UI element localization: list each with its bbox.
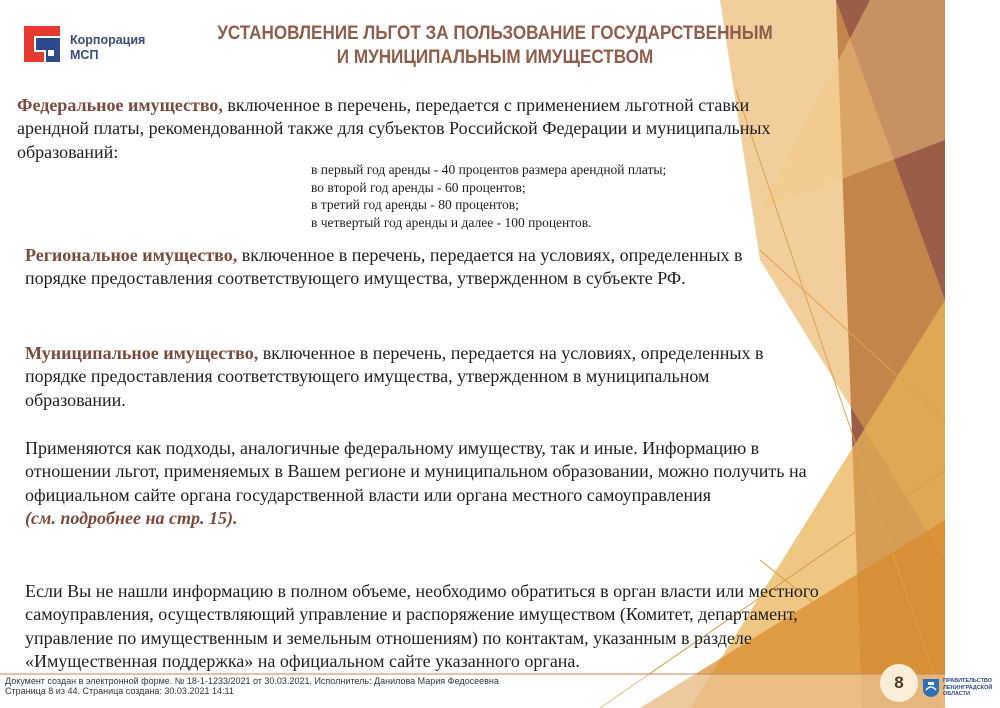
page-number-badge: 8: [880, 664, 918, 702]
federal-rate-item: в четвертый год аренды и далее - 100 процентов.: [311, 214, 592, 230]
regional-property-text: включенное в перечень, передается на условиях, определенных в порядке предоставления соответствующего имущества, утвержденном в субъекте РФ.: [25, 245, 743, 289]
page-title: [212, 22, 779, 70]
logo-line-1: Корпорация: [70, 33, 146, 47]
page-title-line-1: УСТАНОВЛЕНИЕ ЛЬГОТ ЗА ПОЛЬЗОВАНИЕ ГОСУДАРСТВЕННЫМ: [217, 23, 773, 44]
regional-property-paragraph: [25, 244, 805, 291]
municipal-property-text: включенное в перечень, передается на условиях, определенных в порядке предоставления соответствующего имущества, утвержденном в муниципальном образовании.: [25, 343, 764, 410]
document-footer-line-2: Страница 8 из 44. Страница создана: 30.03.2021 14:11: [5, 686, 234, 696]
coat-of-arms-icon: [922, 678, 940, 698]
msp-logo-icon: [22, 24, 62, 64]
logo-line-2: МСП: [70, 48, 99, 62]
approaches-paragraph: [25, 437, 825, 531]
gov-logo-line-3: ОБЛАСТИ: [943, 691, 970, 697]
municipal-property-lead: Муниципальное имущество,: [25, 343, 259, 363]
document-footer: [5, 676, 499, 696]
gov-logo-text: [943, 678, 1000, 698]
regional-property-lead: Региональное имущество,: [25, 245, 238, 265]
msp-corporation-logo: [22, 24, 162, 70]
federal-rate-item: во второй год аренды - 60 процентов;: [311, 179, 526, 195]
federal-rate-item: в третий год аренды - 80 процентов;: [311, 197, 519, 213]
leningrad-government-logo: [922, 676, 998, 700]
contact-paragraph: [25, 580, 835, 674]
federal-property-lead: Федеральное имущество,: [17, 95, 223, 115]
document-footer-line-1: Документ создан в электронной форме. № 18-1-1233/2021 от 30.03.2021. Исполнитель: Данилова Мария Федосеевна: [5, 676, 499, 686]
federal-property-paragraph: [17, 94, 797, 164]
gov-logo-line-1: ПРАВИТЕЛЬСТВО: [943, 678, 993, 684]
approaches-text: Применяются как подходы, аналогичные федеральному имуществу, так и иные. Информацию в отношении льгот, применяемых в Вашем регионе и муниципальном образовании, можно получить на официальном сайте органа государственной власти или органа местного самоуправления: [25, 438, 807, 505]
federal-rate-list: [311, 161, 666, 231]
contact-text: Если Вы не нашли информацию в полном объеме, необходимо обратиться в орган власти или местного самоуправления, осуществляющий управление и распоряжение имуществом (Комитет, департамент, управление по имущественным и земельным отношениям) по контактам, указанным в разделе «Имущественная поддержка» на официальном сайте указанного органа.: [25, 581, 819, 672]
municipal-property-paragraph: [25, 342, 805, 412]
federal-rate-item: в первый год аренды - 40 процентов размера арендной платы;: [311, 162, 667, 177]
gov-logo-line-2: ЛЕНИНГРАДСКОЙ: [943, 684, 993, 691]
page-title-line-2: И МУНИЦИПАЛЬНЫМ ИМУЩЕСТВОМ: [336, 47, 654, 68]
federal-property-text: включенное в перечень, передается с применением льготной ставки арендной платы, рекомендованной также для субъектов Российской Федерации и муниципальных образований:: [17, 95, 771, 162]
page-reference-link[interactable]: (см. подробнее на стр. 15).: [25, 508, 238, 529]
logo-wordmark: [70, 33, 145, 63]
